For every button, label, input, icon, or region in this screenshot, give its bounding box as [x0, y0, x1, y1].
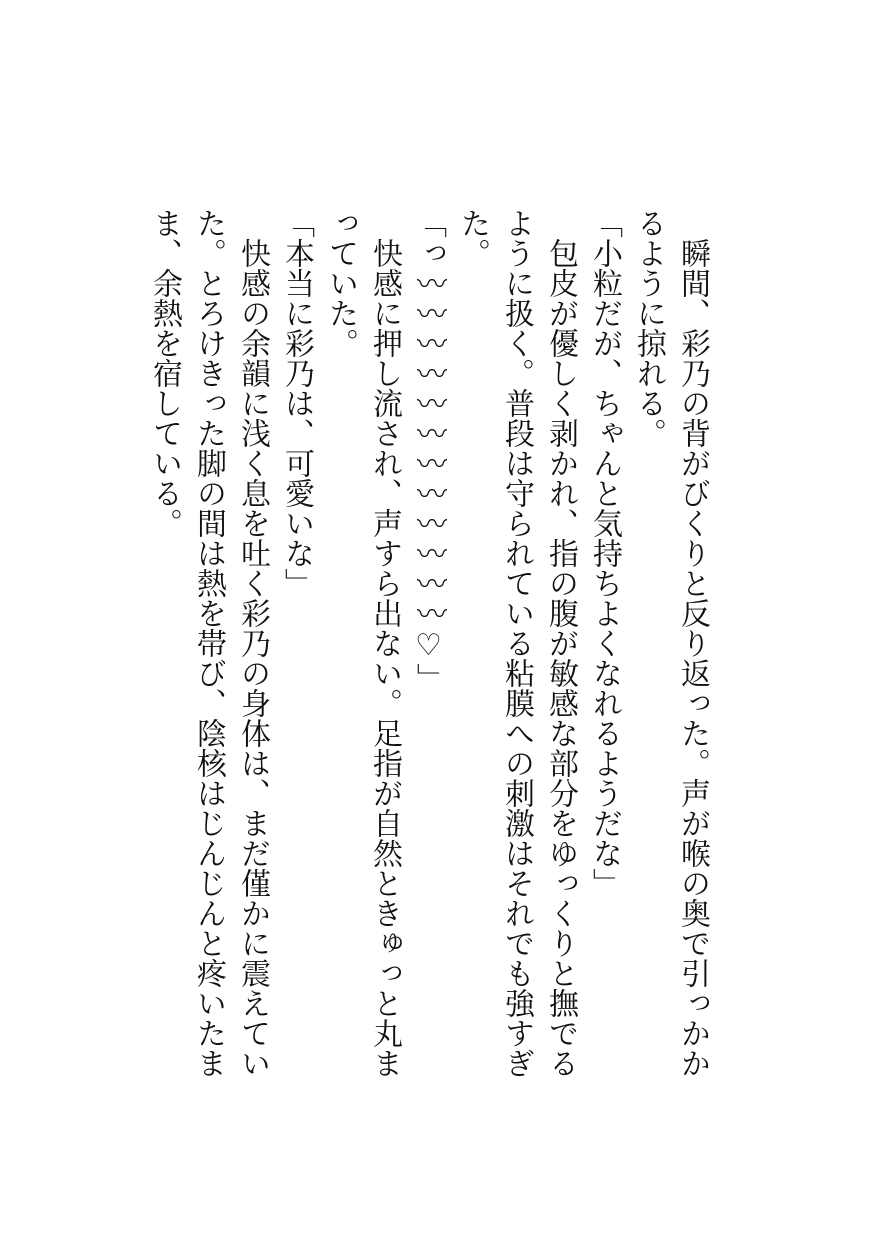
dialogue-1: 「小粒だが、ちゃんと気持ちよくなれるようだな」 — [587, 208, 622, 898]
vertical-text-body — [142, 208, 714, 1088]
dialogue-2: 「っ〰〰〰〰〰〰〰〰〰〰〰〰♡」 — [411, 208, 446, 693]
paragraph-1: 瞬間、彩乃の背がびくりと反り返った。声が喉の奥で引っかかるように掠れる。 — [631, 208, 710, 1078]
dialogue-3: 「本当に彩乃は、可愛いな」 — [279, 208, 314, 598]
paragraph-4: 快感の余韻に浅く息を吐く彩乃の身体は、まだ僅かに震えていた。とろけきった脚の間は熱を帯び、陰核はじんじんと疼いたまま、余熱を宿している。 — [147, 208, 270, 1078]
paragraph-3: 快感に押し流され、声すら出ない。足指が自然ときゅっと丸まっていた。 — [323, 208, 402, 1078]
paragraph-2: 包皮が優しく剥かれ、指の腹が敏感な部分をゆっくりと撫でるように扱く。普段は守られている粘膜への刺激はそれでも強すぎた。 — [455, 208, 578, 1078]
